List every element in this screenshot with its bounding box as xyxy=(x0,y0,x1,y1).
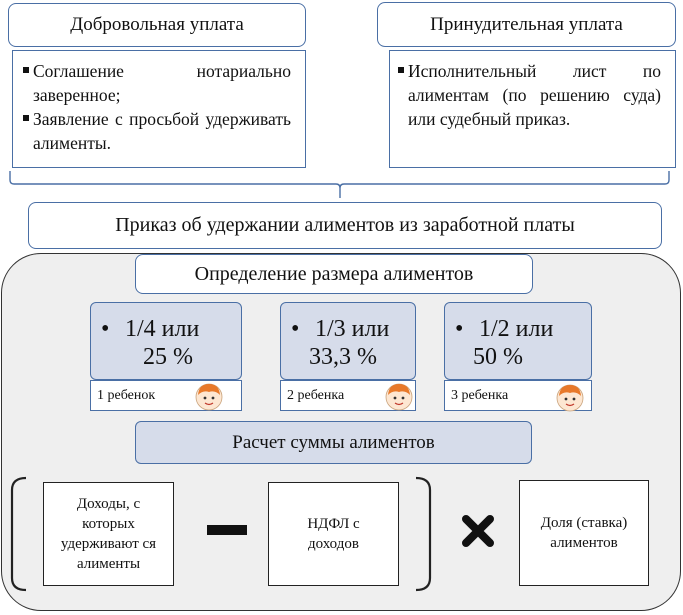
rate-card: • 1/2 или 50 % xyxy=(444,302,592,380)
calculation-title: Расчет суммы алиментов xyxy=(135,421,532,464)
list-item: Заявление с просьбой удерживать алименты. xyxy=(23,107,291,155)
bullet-dot-icon: • xyxy=(455,316,464,342)
rate-card: • 1/3 или 33,3 % xyxy=(280,302,416,380)
left-bracket xyxy=(8,476,30,592)
voluntary-payment-panel xyxy=(12,50,306,168)
bullet-dot-icon: • xyxy=(291,316,300,342)
list-item: Соглашение нотариально заверенное; xyxy=(23,59,291,107)
compulsory-payment-panel xyxy=(389,50,676,168)
share-box: Доля (ставка) алиментов xyxy=(519,480,649,586)
voluntary-payment-title: Добровольная уплата xyxy=(8,3,306,47)
income-box: Доходы, с которых удерживают ся алименты xyxy=(43,482,174,586)
multiply-icon xyxy=(461,514,495,548)
determination-title: Определение размера алиментов xyxy=(135,254,533,294)
order-title: Приказ об удержании алиментов из заработной платы xyxy=(28,202,662,249)
child-icon xyxy=(556,382,584,412)
children-count-label: 3 ребенка xyxy=(444,380,592,411)
tax-box: НДФЛ с доходов xyxy=(268,482,399,586)
rate-card: • 1/4 или 25 % xyxy=(90,302,242,380)
minus-icon xyxy=(207,522,247,538)
children-count-label: 1 ребенок xyxy=(90,380,242,411)
right-bracket xyxy=(412,476,434,592)
bullet-icon xyxy=(23,67,29,73)
brace-connector xyxy=(0,166,683,206)
compulsory-payment-title: Принудительная уплата xyxy=(377,2,676,47)
child-icon xyxy=(195,381,223,411)
bullet-icon xyxy=(23,115,29,121)
children-count-label: 2 ребенка xyxy=(280,380,416,411)
list-item: Исполнительный лист по алиментам (по решению суда) или судебный приказ. xyxy=(398,59,661,131)
bullet-icon xyxy=(398,67,404,73)
child-icon xyxy=(385,381,413,411)
bullet-dot-icon: • xyxy=(101,316,110,342)
